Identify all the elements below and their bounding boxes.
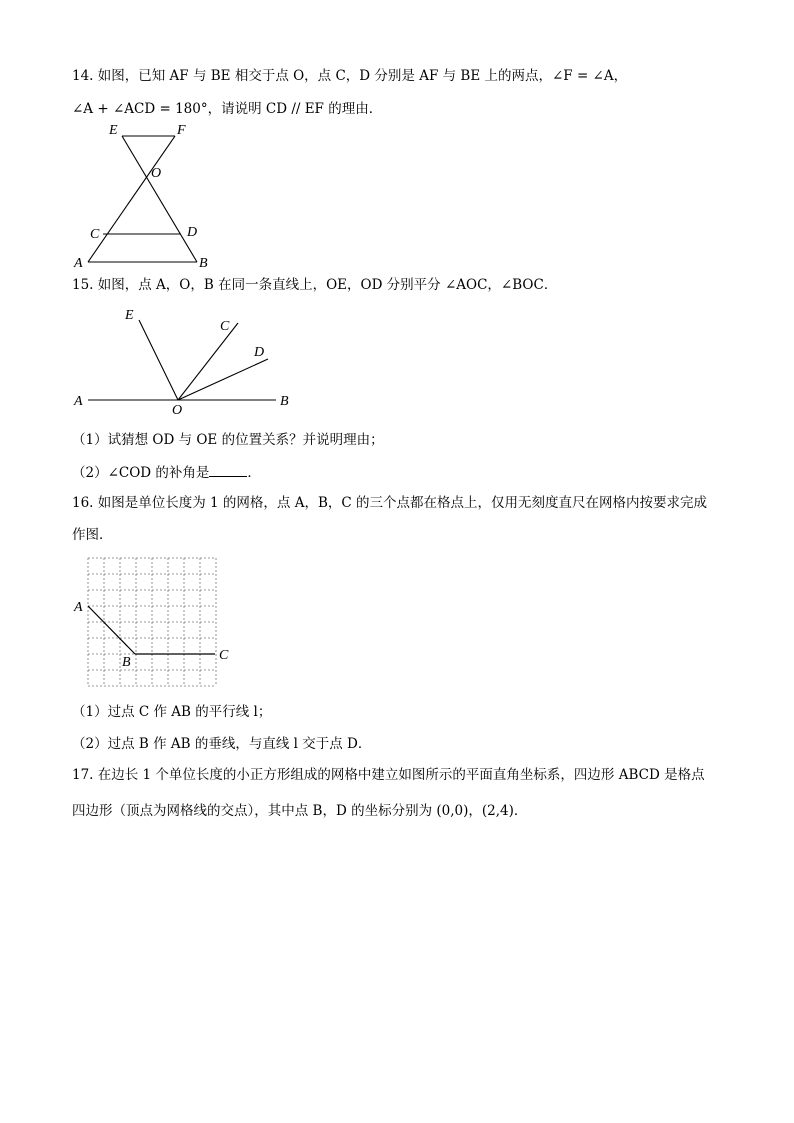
q16-sub1: （1）过点 C 作 AB 的平行线 l； (72, 704, 272, 720)
label-A: A (74, 256, 83, 271)
label-C: C (219, 648, 229, 663)
label-O: O (151, 166, 162, 181)
ray-OD (178, 359, 268, 400)
label-A: A (74, 600, 83, 615)
q16-sub2: （2）过点 B 作 AB 的垂线，与直线 l 交于点 D． (72, 736, 372, 752)
label-B: B (122, 655, 131, 670)
q14-figure (70, 118, 220, 270)
q15-text-line1: 15. 如图，点 A，O，B 在同一条直线上，OE，OD 分别平分 ∠AOC，∠BOC． (72, 277, 558, 293)
label-D: D (187, 225, 198, 240)
label-C: C (220, 319, 230, 334)
label-A: A (74, 394, 83, 409)
label-O: O (172, 403, 183, 418)
q15-sub1: （1）试猜想 OD 与 OE 的位置关系？并说明理由； (72, 432, 384, 448)
label-B: B (199, 256, 208, 271)
q16-grid-figure (70, 552, 240, 692)
segment-EB (122, 136, 197, 262)
grid-lines (88, 558, 216, 686)
ray-OE (139, 320, 178, 400)
label-E: E (125, 308, 134, 323)
segment-AB (88, 606, 135, 654)
label-D: D (254, 345, 265, 360)
q15-sub2: （2）∠COD 的补角是 ． (72, 465, 261, 481)
answer-blank[interactable] (209, 463, 247, 477)
q17-text-line2: 四边形（顶点为网格线的交点），其中点 B，D 的坐标分别为 (0,0)，(2,4)． (72, 803, 528, 819)
q14-text-line1: 14. 如图，已知 AF 与 BE 相交于点 O，点 C，D 分别是 AF 与 BE 上的两点，∠F = ∠A， (72, 68, 628, 84)
q14-text-line2: ∠A + ∠ACD = 180°，请说明 CD // EF 的理由． (72, 101, 383, 117)
q16-text-line1: 16. 如图是单位长度为 1 的网格，点 A，B，C 的三个点都在格点上，仅用无刻度直尺在网格内按要求完成 (72, 495, 708, 511)
q16-text-line2: 作图． (72, 527, 113, 543)
label-F: F (177, 123, 186, 138)
q15-figure (70, 305, 300, 420)
label-E: E (109, 123, 118, 138)
q17-text-line1: 17. 在边长 1 个单位长度的小正方形组成的网格中建立如图所示的平面直角坐标系，四边形 ABCD 是格点 (72, 767, 705, 783)
label-C: C (90, 227, 100, 242)
segment-FA (88, 136, 175, 262)
label-B: B (280, 394, 289, 409)
ray-OC (178, 323, 238, 400)
